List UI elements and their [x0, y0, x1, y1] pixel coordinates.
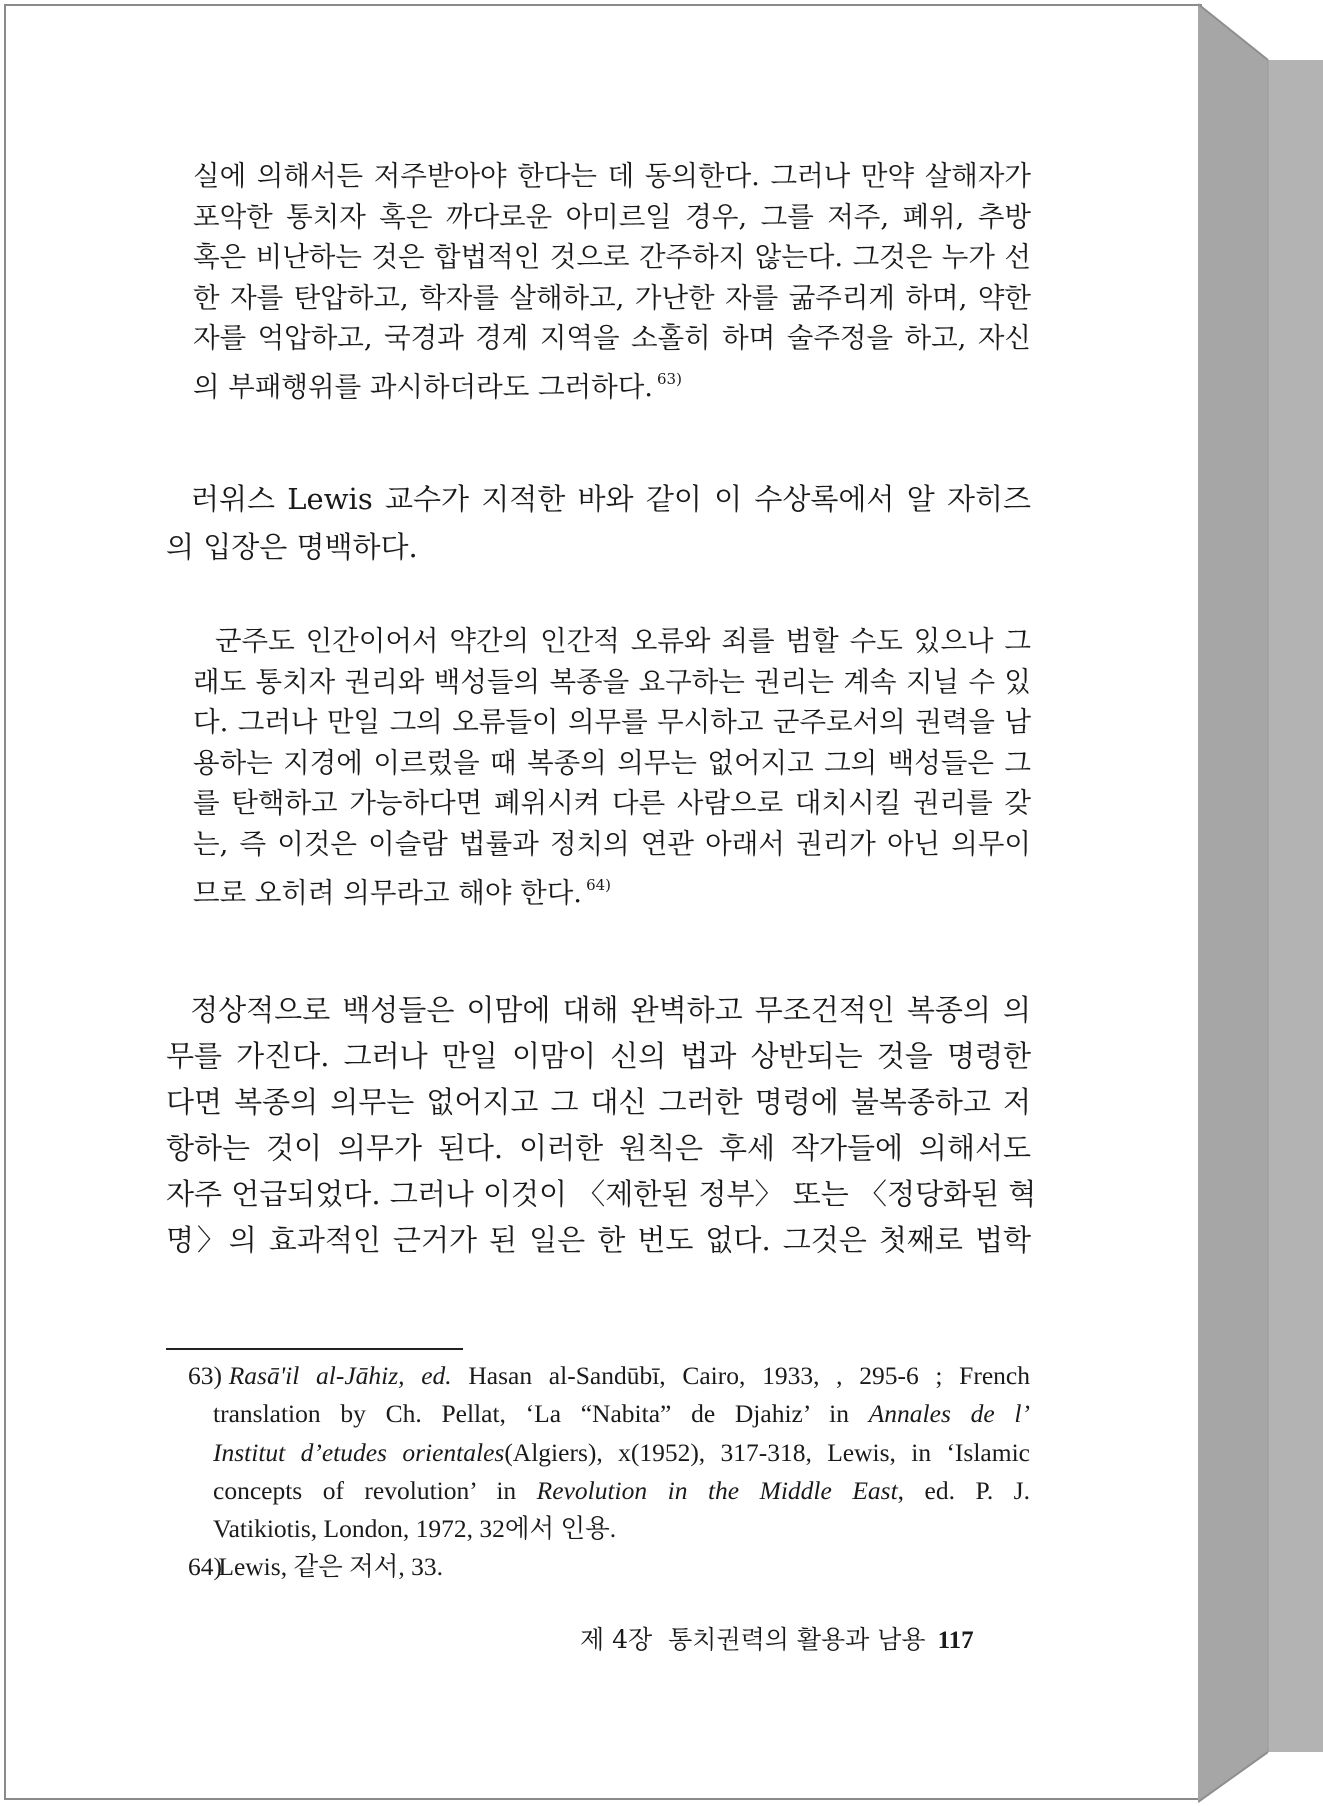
quote1-line: 의 부패행위를 과시하더라도 그러하다. [193, 370, 654, 403]
body2-line: 정상적으로 백성들은 이맘에 대해 완벽하고 무조건적인 복종의 의 [166, 993, 1031, 1027]
footnote-63-text: (Algiers), x(1952), 317-318, Lewis, in ‘Islamic [504, 1437, 1030, 1467]
body-paragraph-2 [166, 987, 1037, 1263]
footnote-63-journal: Annales de l’ [868, 1399, 1030, 1429]
footnote-number-64: 64) [188, 1552, 222, 1582]
quote2-line: 를 탄핵하고 가능하다면 폐위시켜 다른 사람으로 대치시킬 권리를 갖 [193, 787, 1031, 820]
body2-line: 무를 가진다. 그러나 만일 이맘이 신의 법과 상반되는 것을 명령한 [166, 1039, 1031, 1073]
quote1-line: 한 자를 탄압하고, 학자를 살해하고, 가난한 자를 굶주리게 하며, 약한 [193, 281, 1031, 314]
book-edge [1198, 0, 1323, 1806]
quote2-line: 용하는 지경에 이르렀을 때 복종의 의무는 없어지고 그의 백성들은 그 [193, 746, 1031, 779]
quote2-line: 는, 즉 이것은 이슬람 법률과 정치의 연관 아래서 권리가 아닌 의무이 [193, 827, 1031, 860]
footnotes [188, 1357, 1030, 1587]
body2-line: 명〉의 효과적인 근거가 된 일은 한 번도 없다. 그것은 첫째로 법학 [166, 1223, 1031, 1257]
footnote-63-book-title: Revolution in the Middle East [536, 1475, 898, 1505]
quote1-last-line [193, 359, 1031, 408]
quote2-line: 군주도 인간이어서 약간의 인간적 오류와 죄를 범할 수도 있으나 그 [193, 625, 1031, 657]
footnote-63-text: concepts of revolution’ in [213, 1475, 537, 1505]
footnote-63-journal: Institut d’etudes orientales [213, 1437, 505, 1467]
footnote-63-line-3 [188, 1434, 1030, 1472]
quote2-line: 래도 통치자 권리와 백성들의 복종을 요구하는 권리는 계속 지닐 수 있 [193, 665, 1031, 698]
running-footer [580, 1620, 1000, 1656]
body2-line: 다면 복종의 의무는 없어지고 그 대신 그러한 명령에 불복종하고 저 [166, 1085, 1031, 1119]
footnote-63-title: Rasā'il al-Jāhiz, ed. [228, 1361, 452, 1390]
chapter-label: 제 4장 [580, 1625, 653, 1654]
body2-line: 항하는 것이 의무가 된다. 이러한 원칙은 후세 작가들에 의해서도 [166, 1131, 1031, 1165]
footnote-ref-64[interactable]: 64) [586, 875, 612, 894]
footnote-number-63: 63) [188, 1361, 222, 1390]
page-number: 117 [937, 1627, 974, 1654]
chapter-title: 통치권력의 활용과 남용 [668, 1625, 926, 1654]
footnote-ref-63[interactable]: 63) [657, 369, 682, 388]
footnote-63-line-1 [188, 1357, 1030, 1395]
body2-line: 자주 언급되었다. 그러나 이것이 〈제한된 정부〉 또는 〈정당화된 혁 [166, 1177, 1037, 1211]
block-quote-1 [193, 156, 1031, 408]
quote1-line: 포악한 통치자 혹은 까다로운 아미르일 경우, 그를 저주, 폐위, 추방 [193, 200, 1031, 233]
quote1-line: 실에 의해서든 저주받아야 한다는 데 동의한다. 그러나 만약 살해자가 [193, 160, 1031, 192]
footnote-63-text: Hasan al-Sandūbī, Cairo, 1933, , 295-6 ; French [451, 1361, 1030, 1390]
footnote-63-line-4 [188, 1472, 1030, 1510]
block-quote-2 [193, 621, 1031, 913]
footnote-63-text: , ed. P. J. [897, 1475, 1030, 1505]
body1-line: 러위스 Lewis 교수가 지적한 바와 같이 이 수상록에서 알 자히즈 [191, 482, 1031, 516]
footnote-63-line-2 [188, 1395, 1030, 1433]
quote2-line: 다. 그러나 만일 그의 오류들이 의무를 무시하고 군주로서의 권력을 남 [193, 706, 1031, 739]
quote1-line: 자를 억압하고, 국경과 경계 지역을 소홀히 하며 술주정을 하고, 자신 [193, 322, 1031, 355]
body1-line: 의 입장은 명백하다. [166, 530, 418, 564]
footnote-64-text: Lewis, 같은 저서, 33. [218, 1552, 443, 1582]
quote1-line: 혹은 비난하는 것은 합법적인 것으로 간주하지 않는다. 그것은 누가 선 [193, 241, 1031, 274]
footnote-63-text: translation by Ch. Pellat, ‘La “Nabita” de Djahiz’ in [213, 1399, 869, 1429]
footnote-divider [166, 1348, 463, 1350]
quote2-line: 므로 오히려 의무라고 해야 한다. [193, 876, 583, 909]
footnote-63-line-5: Vatikiotis, London, 1972, 32에서 인용. [213, 1514, 617, 1544]
footnote-64 [188, 1548, 1030, 1586]
body-paragraph-1 [166, 475, 1031, 571]
quote2-last-line [193, 865, 1031, 914]
